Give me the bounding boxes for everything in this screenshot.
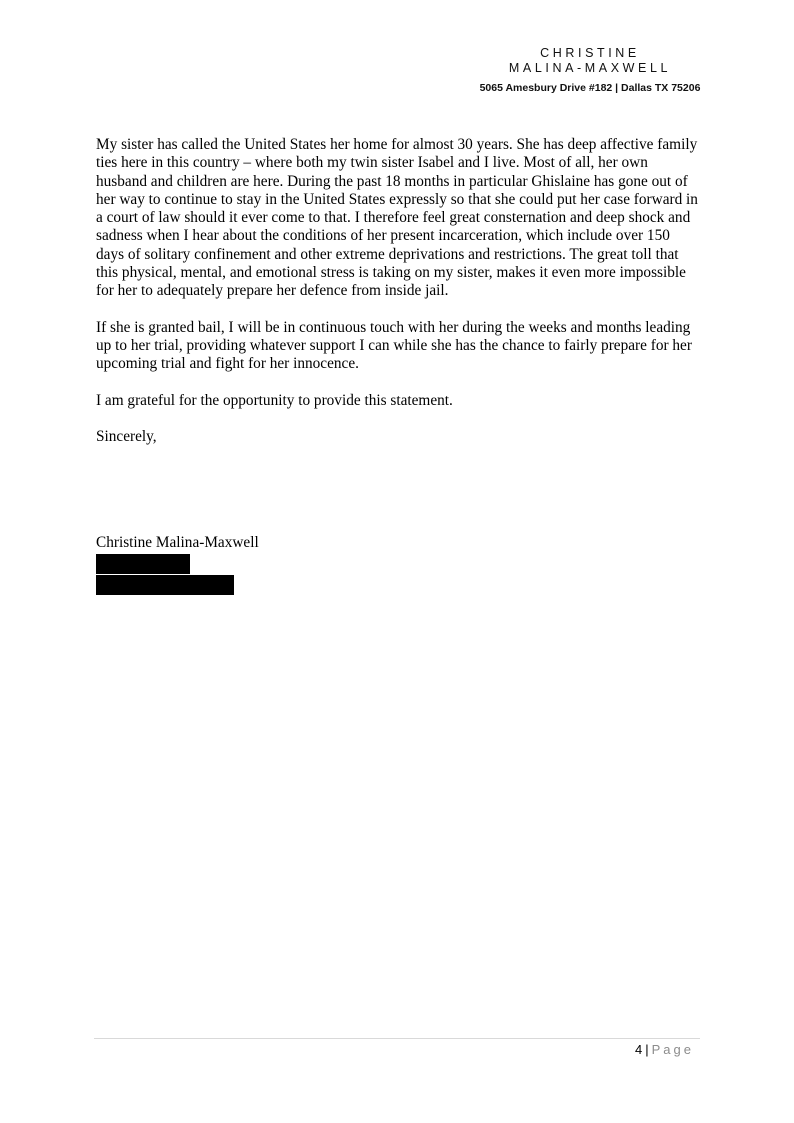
page-number: 4: [635, 1042, 643, 1057]
letterhead-name-line1: CHRISTINE: [540, 46, 640, 60]
letterhead-name-line2: MALINA-MAXWELL: [508, 61, 672, 75]
footer-divider: [94, 1038, 700, 1039]
closing-salutation: Sincerely,: [96, 427, 157, 445]
body-paragraph: My sister has called the United States her home for almost 30 years. She has deep affective family ties here in this country – where both my twin sister Isabel and I live. Most of all, her own husband and children are here. During the past 18 months in particular Ghislaine has gone out of her way to continue to stay in the United States expressly so that she could put her case forward in a court of law should it ever come to that. I therefore feel great consternation and deep shock and sadness when I hear about the conditions of her present incarceration, which include over 150 days of solitary confinement and other extreme deprivations and restrictions. The great toll that this physical, mental, and emotional stress is taking on my sister, makes it even more impossible for her to adequately prepare her defence from inside jail.: [96, 136, 698, 300]
footer-separator: |: [645, 1042, 649, 1057]
redaction-bar: [96, 575, 234, 595]
redaction-bar: [96, 554, 190, 574]
body-paragraph: I am grateful for the opportunity to provide this statement.: [96, 391, 453, 409]
letter-body: [96, 136, 700, 464]
letterhead-address: 5065 Amesbury Drive #182 | Dallas TX 75206: [479, 82, 701, 94]
page-footer: [560, 1041, 694, 1059]
signature-name: Christine Malina-Maxwell: [96, 534, 259, 551]
page-label: Page: [651, 1042, 694, 1057]
letterhead: [440, 46, 740, 76]
body-paragraph: If she is granted bail, I will be in continuous touch with her during the weeks and months leading up to her trial, providing whatever support I can while she has the chance to fairly prepare for her upcoming trial and fight for her innocence.: [96, 318, 692, 373]
